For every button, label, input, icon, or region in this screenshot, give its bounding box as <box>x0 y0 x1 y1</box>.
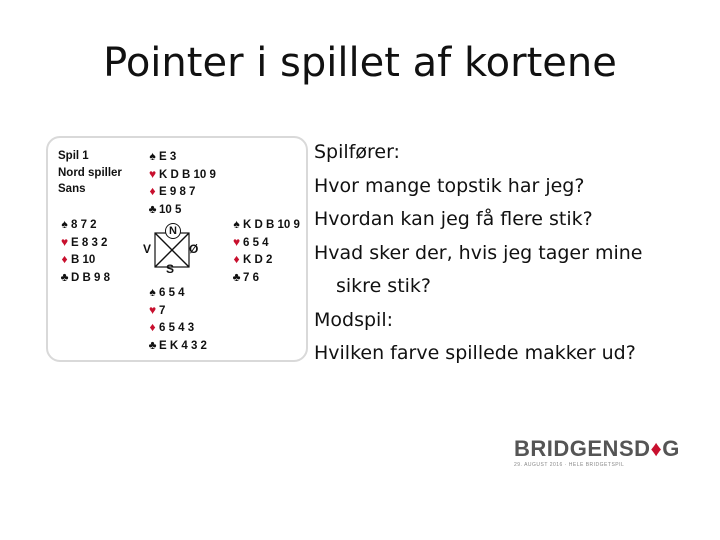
logo-subtext: 29. AUGUST 2016 · HELE BRIDGETSPIL <box>514 462 625 468</box>
bullet-item: Hvor mange topstik har jeg? <box>314 174 585 197</box>
heart-icon: ♥ <box>60 234 69 249</box>
diamond-icon: ♦ <box>61 252 68 267</box>
diamond-icon: ♦ <box>149 184 156 199</box>
card-holding: 6 5 4 <box>159 287 185 299</box>
diamond-icon: ♦ <box>650 436 663 461</box>
heart-icon: ♥ <box>232 234 241 249</box>
compass-east-label: Ø <box>189 242 199 256</box>
bridgensdag-logo <box>514 436 684 470</box>
spade-icon: ♠ <box>149 149 156 163</box>
compass-south-label: S <box>166 262 175 276</box>
holding-row <box>146 302 207 320</box>
card-holding: K D 2 <box>243 254 273 267</box>
card-holding: 6 5 4 <box>243 236 269 249</box>
bullet-item: Hvilken farve spillede makker ud? <box>314 342 636 364</box>
club-icon: ♣ <box>148 202 157 217</box>
holding-row <box>146 284 207 302</box>
holding-row <box>146 148 216 166</box>
card-holding: 6 5 4 3 <box>159 322 195 335</box>
bullet-item: Hvordan kan jeg få flere stik? <box>314 208 593 230</box>
diamond-icon: ♦ <box>149 320 156 335</box>
declarer-label: Nord spiller <box>58 166 122 179</box>
card-holding: E 9 8 7 <box>159 186 196 199</box>
deal-number: Spil 1 <box>58 150 89 162</box>
holding-row <box>58 216 110 234</box>
card-holding: E 3 <box>159 151 177 163</box>
bullet-continuation: sikre stik? <box>336 275 432 297</box>
compass-rose <box>143 223 201 277</box>
holding-row <box>230 216 300 234</box>
bullet-item: Spilfører: <box>314 141 400 163</box>
hand-west <box>58 216 110 287</box>
bullet-item: Modspil: <box>314 308 393 331</box>
card-holding: 10 5 <box>159 204 182 217</box>
holding-row <box>146 183 216 201</box>
spade-icon: ♠ <box>149 285 156 299</box>
bullet-list <box>314 136 714 371</box>
hand-east <box>230 216 300 287</box>
contract-label: Sans <box>58 183 86 196</box>
logo-text-start: BRIDGENSD <box>514 436 651 461</box>
club-icon: ♣ <box>148 338 157 353</box>
hand-north <box>146 148 216 219</box>
logo-wordmark <box>514 436 684 462</box>
holding-row <box>58 251 110 269</box>
card-holding: 8 7 2 <box>71 219 97 231</box>
holding-row <box>230 269 300 287</box>
holding-row <box>146 201 216 219</box>
club-icon: ♣ <box>232 270 241 285</box>
holding-row <box>58 269 110 287</box>
logo-text-end: G <box>662 436 680 461</box>
holding-row <box>146 166 216 184</box>
compass-west-label: V <box>143 242 152 256</box>
card-holding: K D B 10 9 <box>159 168 216 181</box>
card-holding: K D B 10 9 <box>243 219 300 231</box>
club-icon: ♣ <box>60 270 69 285</box>
holding-row <box>146 337 207 355</box>
card-holding: 7 6 <box>243 272 259 285</box>
card-holding: E K 4 3 2 <box>159 340 207 353</box>
card-holding: D B 9 8 <box>71 272 110 285</box>
holding-row <box>230 234 300 252</box>
card-holding: B 10 <box>71 254 96 267</box>
holding-row <box>230 251 300 269</box>
deal-info <box>58 148 122 198</box>
spade-icon: ♠ <box>61 217 68 231</box>
bridge-diagram <box>46 136 308 362</box>
holding-row <box>146 319 207 337</box>
slide-title: Pointer i spillet af kortene <box>103 40 617 86</box>
spade-icon: ♠ <box>233 217 240 231</box>
heart-icon: ♥ <box>148 302 157 317</box>
card-holding: 7 <box>159 304 166 317</box>
bullet-item: Hvad sker der, hvis jeg tager mine <box>314 241 643 264</box>
heart-icon: ♥ <box>148 166 157 181</box>
holding-row <box>58 234 110 252</box>
diamond-icon: ♦ <box>233 252 240 267</box>
hand-south <box>146 284 207 355</box>
compass-north-label: N <box>165 223 181 239</box>
card-holding: E 8 3 2 <box>71 236 108 249</box>
